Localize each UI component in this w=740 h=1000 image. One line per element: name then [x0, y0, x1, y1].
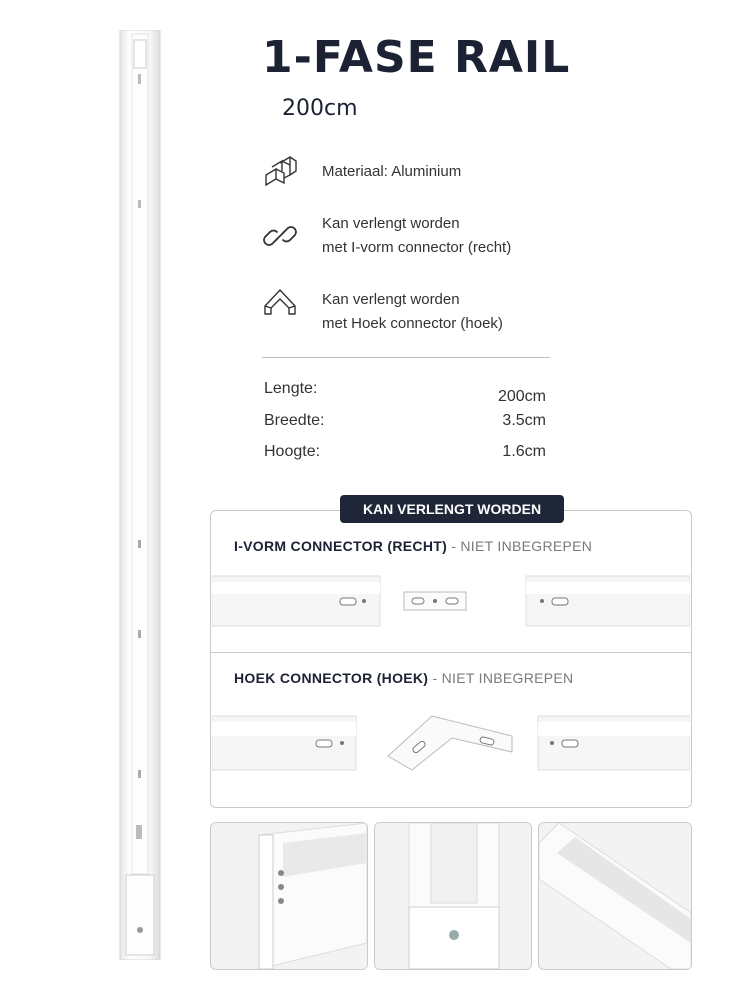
- corner-connector-title: HOEK CONNECTOR (HOEK): [234, 670, 429, 686]
- spec-length-label: Lengte:: [264, 380, 318, 397]
- feature-corner-connector-line2: met Hoek connector (hoek): [322, 315, 503, 332]
- rail-product-image: [118, 30, 162, 960]
- spec-length-value: 200cm: [497, 388, 546, 405]
- aluminium-bars-icon: [262, 153, 298, 189]
- rail-profile-image: [538, 822, 692, 970]
- extension-separator: [210, 652, 692, 653]
- i-connector-note: - NIET INBEGREPEN: [447, 538, 593, 554]
- feature-corner-connector-line1: Kan verlengt worden: [322, 291, 460, 308]
- chain-link-icon: [262, 218, 298, 254]
- product-title: 1-FASE RAIL: [262, 32, 571, 83]
- spec-width-value: 3.5cm: [502, 412, 546, 429]
- feature-material-text: Materiaal: Aluminium: [322, 163, 462, 180]
- feature-i-connector-line2: met I-vorm connector (recht): [322, 239, 512, 256]
- feature-corner-connector: [322, 288, 503, 336]
- i-connector-heading: [234, 538, 592, 554]
- divider: [262, 357, 550, 358]
- corner-connector-image: [212, 708, 690, 780]
- corner-connector-heading: [234, 670, 573, 686]
- extension-badge: KAN VERLENGT WORDEN: [340, 495, 564, 523]
- rail-endcap-image: [374, 822, 532, 970]
- feature-material: [322, 160, 461, 184]
- feature-i-connector-line1: Kan verlengt worden: [322, 215, 460, 232]
- spec-height-value: 1.6cm: [502, 443, 546, 460]
- corner-connector-note: - NIET INBEGREPEN: [428, 670, 574, 686]
- corner-connector-icon: [262, 284, 298, 320]
- product-length: 200cm: [282, 96, 358, 121]
- spec-height-label: Hoogte:: [264, 443, 321, 460]
- spec-width-label: Breedte:: [264, 412, 325, 429]
- rail-end-closeup-image: [210, 822, 368, 970]
- feature-i-connector: [322, 212, 511, 260]
- i-connector-title: I-VORM CONNECTOR (RECHT): [234, 538, 448, 554]
- i-connector-image: [212, 572, 690, 632]
